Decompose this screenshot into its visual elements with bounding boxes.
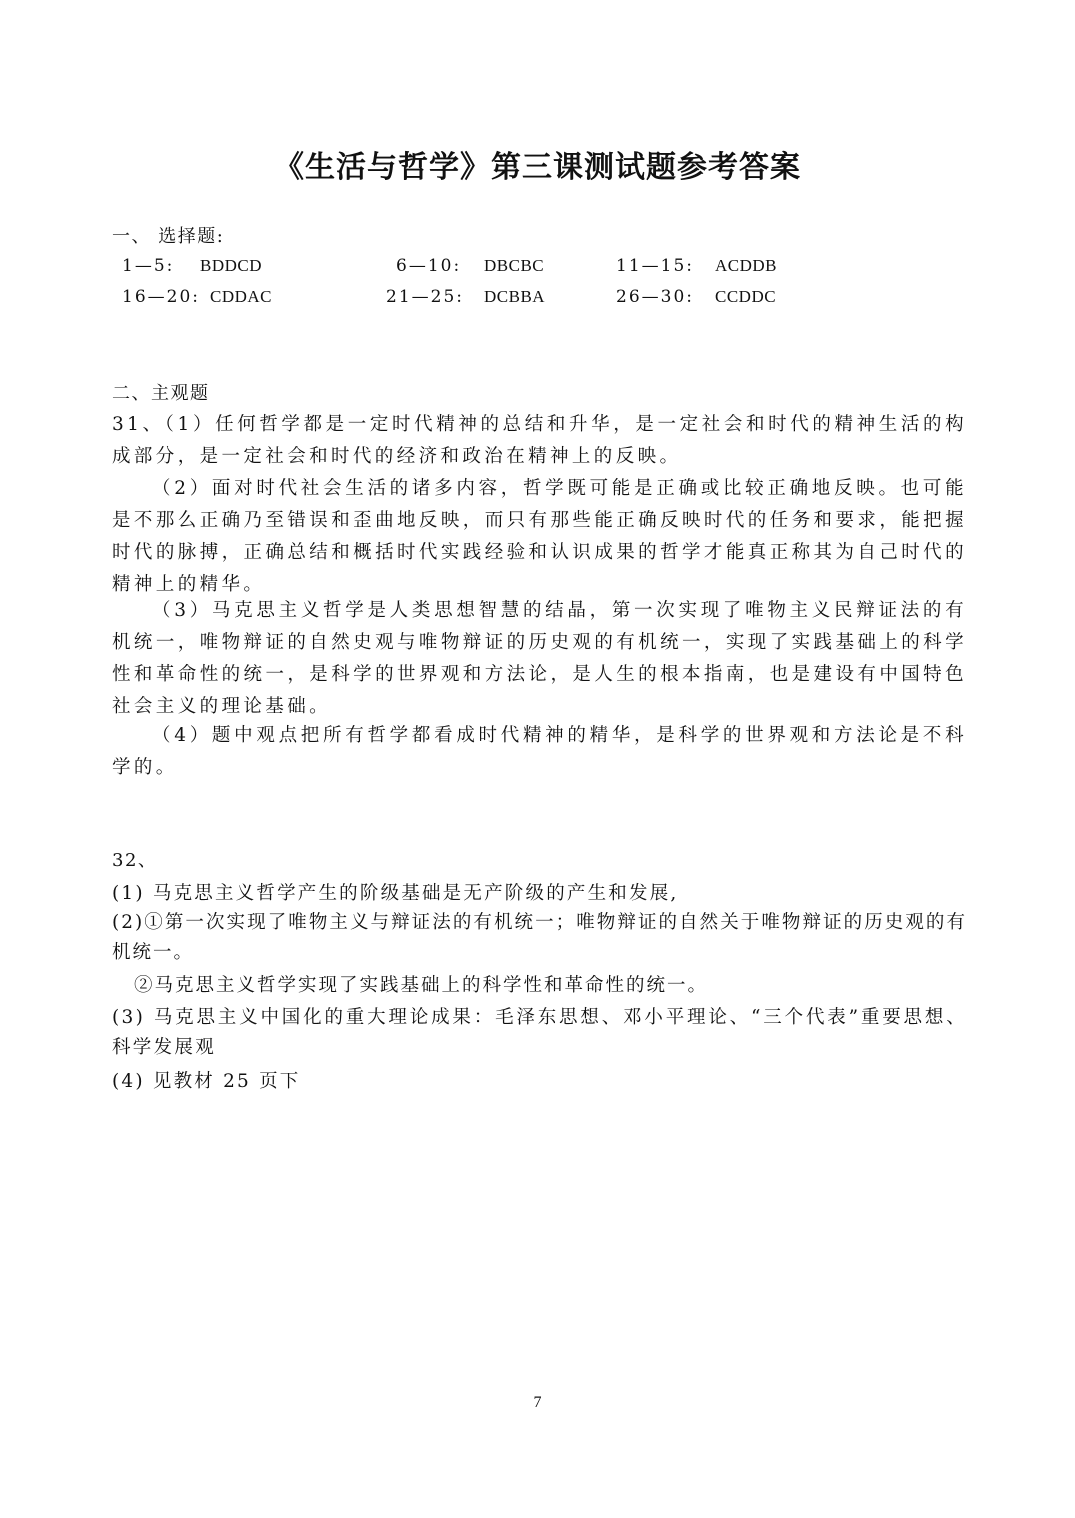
q32-part2b: ②马克思主义哲学实现了实践基础上的科学性和革命性的统一。 bbox=[134, 975, 709, 996]
answer-range: 11—15: bbox=[616, 256, 694, 276]
answer-range: 21—25: bbox=[386, 287, 464, 307]
q32-part2: (2)①第一次实现了唯物主义与辩证法的有机统一；唯物辩证的自然关于唯物辩证的历史观的有机统一。 bbox=[112, 912, 967, 963]
answer-range: 16—20: bbox=[122, 287, 200, 307]
answer-letters: BDDCD bbox=[200, 256, 263, 275]
answer-letters: CCDDC bbox=[715, 287, 777, 306]
q32-part1: (1) 马克思主义哲学产生的阶级基础是无产阶级的产生和发展, bbox=[112, 883, 679, 904]
q31-part4: （4）题中观点把所有哲学都看成时代精神的精华，是科学的世界观和方法论是不科学的。 bbox=[112, 725, 967, 778]
section-heading-choice: 一、 选择题: bbox=[112, 226, 225, 247]
answer-letters: DCBBA bbox=[484, 287, 546, 306]
answer-range: 6—10: bbox=[396, 256, 462, 276]
answer-row bbox=[0, 287, 1075, 313]
q32-label: 32、 bbox=[112, 850, 158, 871]
q32-part3: (3) 马克思主义中国化的重大理论成果：毛泽东思想、邓小平理论、“三个代表”重要思想、科学发展观 bbox=[112, 1007, 967, 1058]
answer-letters: ACDDB bbox=[715, 256, 778, 275]
section-heading-subjective: 二、主观题 bbox=[112, 383, 210, 404]
q31-part2: （2）面对时代社会生活的诸多内容，哲学既可能是正确或比较正确地反映。也可能是不那么正确乃至错误和歪曲地反映，而只有那些能正确反映时代的任务和要求，能把握时代的脉搏，正确总结和概括时代实践经验和认识成果的哲学才能真正称其为自己时代的精神上的精华。 bbox=[112, 478, 967, 595]
answer-row bbox=[0, 256, 1075, 282]
q32-part4: (4) 见教材 25 页下 bbox=[112, 1071, 301, 1092]
q31-part3: （3）马克思主义哲学是人类思想智慧的结晶，第一次实现了唯物主义民辩证法的有机统一，唯物辩证的自然史观与唯物辩证的历史观的有机统一，实现了实践基础上的科学性和革命性的统一，是科学的世界观和方法论，是人生的根本指南，也是建设有中国特色社会主义的理论基础。 bbox=[112, 600, 967, 717]
page-title: 《生活与哲学》第三课测试题参考答案 bbox=[274, 150, 801, 185]
answer-range: 1—5: bbox=[122, 256, 175, 276]
answer-letters: DBCBC bbox=[484, 256, 545, 275]
answer-range: 26—30: bbox=[616, 287, 694, 307]
page-number: 7 bbox=[533, 1394, 542, 1411]
q31-part1: 31、（1）任何哲学都是一定时代精神的总结和升华，是一定社会和时代的精神生活的构成部分，是一定社会和时代的经济和政治在精神上的反映。 bbox=[112, 414, 967, 467]
answer-letters: CDDAC bbox=[210, 287, 273, 306]
